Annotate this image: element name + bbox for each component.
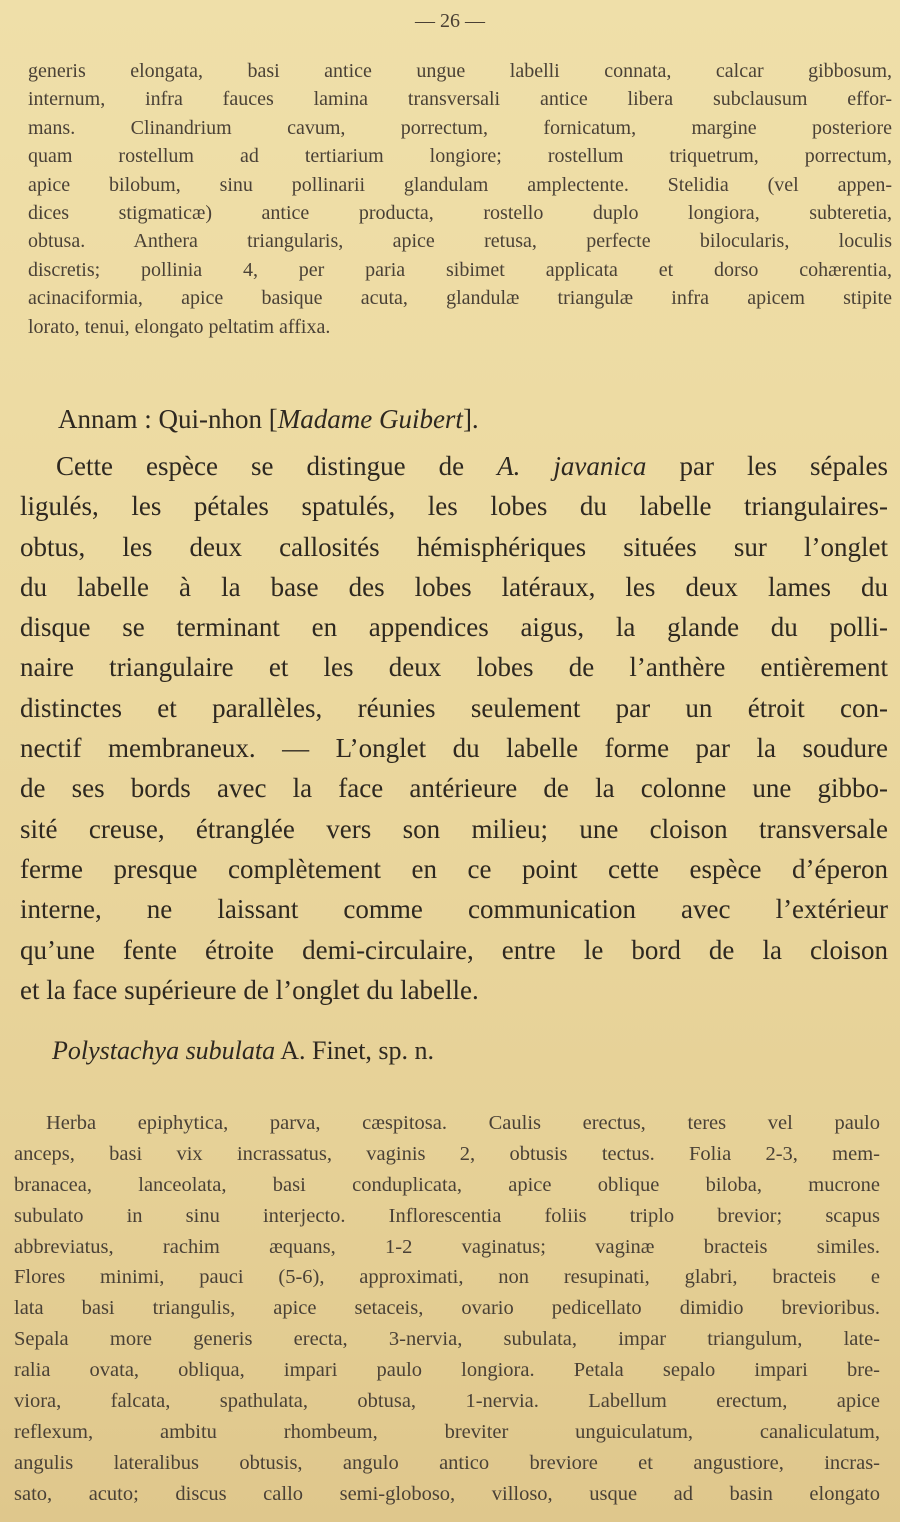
text-line: et la face supérieure de l’onglet du labelle. <box>20 974 479 1005</box>
text-line: dices stigmaticæ) antice producta, rostello duplo longiora, subteretia, <box>28 201 892 224</box>
text-line: viora, falcata, spathulata, obtusa, 1-nervia. Labellum erectum, apice <box>14 1390 880 1413</box>
heading-pre: Annam : Qui-nhon [ <box>58 404 278 434</box>
text-line: subulato in sinu interjecto. Inflorescentia foliis triplo brevior; scapus <box>14 1204 880 1227</box>
text-line: anceps, basi vix incrassatus, vaginis 2, obtusis tectus. Folia 2-3, mem- <box>14 1142 880 1165</box>
text-line: Flores minimi, pauci (5-6), approximati, non resupinati, glabri, bracteis e <box>14 1266 880 1289</box>
text-line: interne, ne laissant comme communication avec l’extérieur <box>20 894 888 925</box>
text-line: acinaciformia, apice basique acuta, glandulæ triangulæ infra apicem stipite <box>28 287 892 310</box>
text-line: lorato, tenui, elongato peltatim affixa. <box>28 315 331 338</box>
text-line: internum, infra fauces lamina transversali antice libera subclausum effor- <box>28 88 892 111</box>
species-author: A. Finet, sp. n. <box>275 1036 435 1065</box>
discussion-paragraph <box>20 446 888 1010</box>
text-line: discretis; pollinia 4, per paria sibimet applicata et dorso cohærentia, <box>28 258 892 281</box>
text-line: apice bilobum, sinu pollinarii glandulam amplectente. Stelidia (vel appen- <box>28 173 892 196</box>
description-continued <box>28 57 892 341</box>
locality-heading <box>58 404 479 435</box>
text-line: qu’une fente étroite demi-circulaire, entre le bord de la cloison <box>20 934 888 965</box>
text-line: obtusa. Anthera triangularis, apice retusa, perfecte bilocularis, loculis <box>28 230 892 253</box>
text-line <box>20 446 888 486</box>
text-line: distinctes et parallèles, réunies seulement par un étroit con- <box>20 692 888 723</box>
species-description <box>14 1108 880 1510</box>
text-line: mans. Clinandrium cavum, porrectum, fornicatum, margine posteriore <box>28 116 892 139</box>
text-line: sité creuse, étranglée vers son milieu; une cloison transversale <box>20 813 888 844</box>
text-line: abbreviatus, rachim æquans, 1-2 vaginatus; vaginæ bracteis similes. <box>14 1235 880 1258</box>
text-segment: par les sépales <box>646 451 888 481</box>
text-line: branacea, lanceolata, basi conduplicata, apice oblique biloba, mucrone <box>14 1173 880 1196</box>
text-line: quam rostellum ad tertiarium longiore; rostellum triquetrum, porrectum, <box>28 145 892 168</box>
text-line: obtus, les deux callosités hémisphériques situées sur l’onglet <box>20 531 888 562</box>
text-line: disque se terminant en appendices aigus, la glande du polli- <box>20 612 888 643</box>
text-line: de ses bords avec la face antérieure de la colonne une gibbo- <box>20 773 888 804</box>
text-line: nectif membraneux. — L’onglet du labelle forme par la soudure <box>20 733 888 764</box>
text-line: angulis lateralibus obtusis, angulo antico breviore et angustiore, incras- <box>14 1451 880 1474</box>
collector-name: Madame Guibert <box>277 404 463 434</box>
page-number: — 26 — <box>415 10 485 32</box>
text-line: naire triangulaire et les deux lobes de l’anthère entièrement <box>20 652 888 683</box>
species-name: Polystachya subulata <box>52 1036 276 1065</box>
species-name: A. javanica <box>497 451 647 481</box>
text-line: sato, acuto; discus callo semi-globoso, villoso, usque ad basin elongato <box>14 1482 880 1505</box>
text-line: lata basi triangulis, apice setaceis, ovario pedicellato dimidio brevioribus. <box>14 1297 880 1320</box>
text-line: ligulés, les pétales spatulés, les lobes du labelle triangulaires- <box>20 491 888 522</box>
text-line: Herba epiphytica, parva, cæspitosa. Caulis erectus, teres vel paulo <box>46 1112 880 1134</box>
text-line: generis elongata, basi antice ungue labelli connata, calcar gibbosum, <box>28 60 892 82</box>
text-segment: Cette espèce se distingue de <box>56 451 498 481</box>
text-line: ferme presque complètement en ce point cette espèce d’éperon <box>20 853 888 884</box>
species-heading <box>52 1036 434 1066</box>
text-line: Sepala more generis erecta, 3-nervia, subulata, impar triangulum, late- <box>14 1328 880 1351</box>
heading-post: ]. <box>462 404 479 434</box>
text-line: reflexum, ambitu rhombeum, breviter unguiculatum, canaliculatum, <box>14 1420 880 1443</box>
text-line: ralia ovata, obliqua, impari paulo longiora. Petala sepalo impari bre- <box>14 1359 880 1382</box>
text-line: du labelle à la base des lobes latéraux, les deux lames du <box>20 571 888 602</box>
